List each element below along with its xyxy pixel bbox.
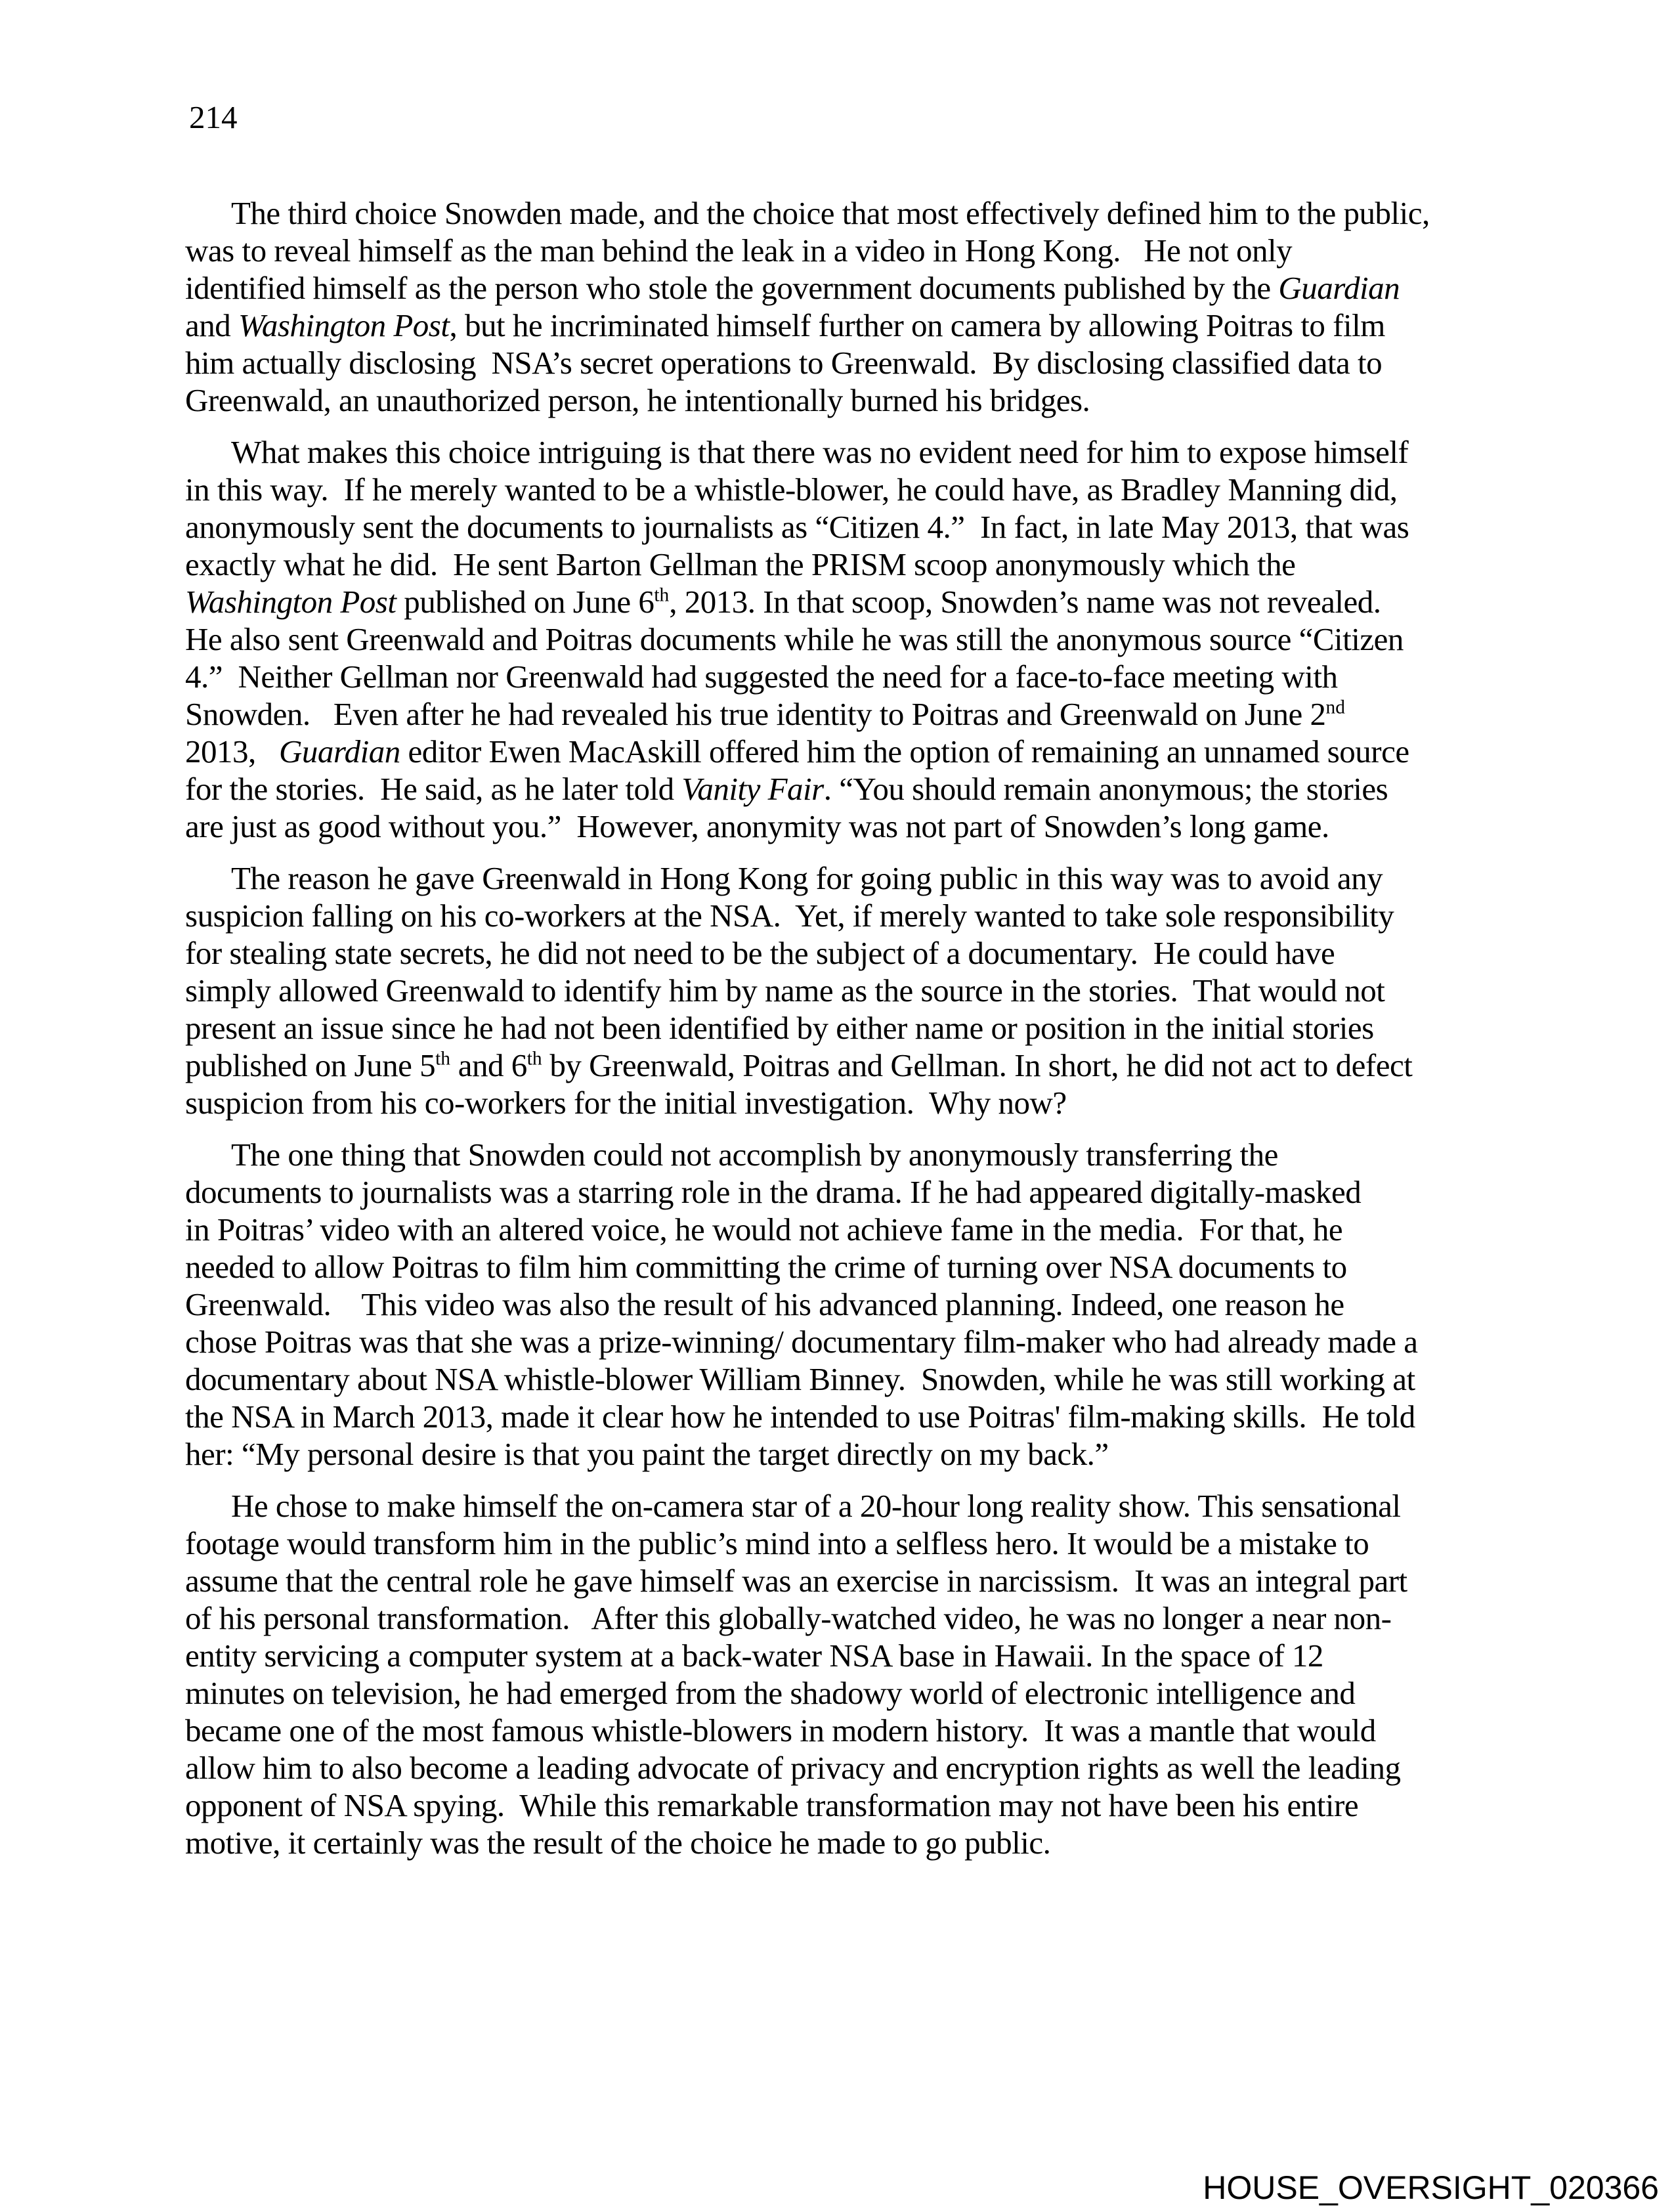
text-line: documentary about NSA whistle-blower William Binney. Snowden, while he was still working at [185,1361,1415,1397]
text-line: suspicion from his co-workers for the initial investigation. Why now? [185,1085,1067,1121]
text-line: for stealing state secrets, he did not need to be the subject of a documentary. He could have [185,935,1335,971]
text-line: are just as good without you.” However, anonymity was not part of Snowden’s long game. [185,808,1329,844]
text-line: 2013, Guardian editor Ewen MacAskill offered him the option of remaining an unnamed source [185,733,1409,770]
paragraph [185,1136,1524,1473]
text-line: suspicion falling on his co-workers at the NSA. Yet, if merely wanted to take sole responsibility [185,898,1394,934]
text-line: The third choice Snowden made, and the choice that most effectively defined him to the public, [231,195,1430,231]
text-line: What makes this choice intriguing is that there was no evident need for him to expose himself [231,434,1409,470]
text-line: The reason he gave Greenwald in Hong Kong for going public in this way was to avoid any [231,860,1383,896]
text-line: her: “My personal desire is that you paint the target directly on my back.” [185,1436,1109,1472]
text-line: The one thing that Snowden could not accomplish by anonymously transferring the [231,1137,1278,1173]
text-line: chose Poitras was that she was a prize-winning/ documentary film-maker who had already made a [185,1324,1418,1360]
document-body [185,194,1524,1876]
text-line: documents to journalists was a starring role in the drama. If he had appeared digitally-masked [185,1174,1362,1210]
text-line: of his personal transformation. After this globally-watched video, he was no longer a near non- [185,1600,1392,1636]
paragraph [185,194,1524,419]
paragraph [185,433,1524,845]
text-line: Washington Post published on June 6th, 2013. In that scoop, Snowden’s name was not revealed. [185,584,1381,620]
paragraph [185,859,1524,1121]
text-line: identified himself as the person who stole the government documents published by the Guardian [185,270,1400,306]
text-line: exactly what he did. He sent Barton Gellman the PRISM scoop anonymously which the [185,546,1296,582]
text-line: assume that the central role he gave himself was an exercise in narcissism. It was an integral part [185,1563,1407,1599]
bates-number: HOUSE_OVERSIGHT_020366 [1203,2169,1659,2206]
text-line: He also sent Greenwald and Poitras documents while he was still the anonymous source “Citizen [185,621,1404,657]
text-line: He chose to make himself the on-camera star of a 20-hour long reality show. This sensational [231,1488,1401,1524]
paragraph [185,1487,1524,1861]
text-line: became one of the most famous whistle-blowers in modern history. It was a mantle that would [185,1712,1376,1748]
page-number: 214 [189,99,238,135]
text-line: and Washington Post, but he incriminated himself further on camera by allowing Poitras to film [185,307,1385,343]
text-line: him actually disclosing NSA’s secret operations to Greenwald. By disclosing classified data to [185,345,1383,381]
text-line: needed to allow Poitras to film him committing the crime of turning over NSA documents to [185,1249,1347,1285]
text-line: allow him to also become a leading advocate of privacy and encryption rights as well the leading [185,1750,1401,1786]
text-line: Greenwald, an unauthorized person, he intentionally burned his bridges. [185,382,1090,418]
text-line: in this way. If he merely wanted to be a whistle-blower, he could have, as Bradley Manning did, [185,471,1398,508]
text-line: opponent of NSA spying. While this remarkable transformation may not have been his entire [185,1787,1359,1823]
text-line: footage would transform him in the public’s mind into a selfless hero. It would be a mistake to [185,1525,1369,1561]
text-line: in Poitras’ video with an altered voice, he would not achieve fame in the media. For that, he [185,1211,1343,1247]
text-line: entity servicing a computer system at a back-water NSA base in Hawaii. In the space of 12 [185,1637,1323,1674]
text-line: motive, it certainly was the result of the choice he made to go public. [185,1825,1051,1861]
text-line: anonymously sent the documents to journalists as “Citizen 4.” In fact, in late May 2013, that was [185,509,1409,545]
text-line: the NSA in March 2013, made it clear how he intended to use Poitras' film-making skills. He told [185,1399,1415,1435]
text-line: minutes on television, he had emerged from the shadowy world of electronic intelligence and [185,1675,1356,1711]
text-line: 4.” Neither Gellman nor Greenwald had suggested the need for a face-to-face meeting with [185,659,1338,695]
text-line: published on June 5th and 6th by Greenwald, Poitras and Gellman. In short, he did not act to defect [185,1047,1413,1083]
text-line: present an issue since he had not been identified by either name or position in the initial stories [185,1010,1374,1046]
text-line: Greenwald. This video was also the result of his advanced planning. Indeed, one reason he [185,1286,1344,1322]
text-line: Snowden. Even after he had revealed his true identity to Poitras and Greenwald on June 2nd [185,696,1345,732]
text-line: was to reveal himself as the man behind the leak in a video in Hong Kong. He not only [185,232,1293,269]
text-line: for the stories. He said, as he later told Vanity Fair. “You should remain anonymous; the stories [185,771,1388,807]
text-line: simply allowed Greenwald to identify him by name as the source in the stories. That would not [185,972,1385,1008]
